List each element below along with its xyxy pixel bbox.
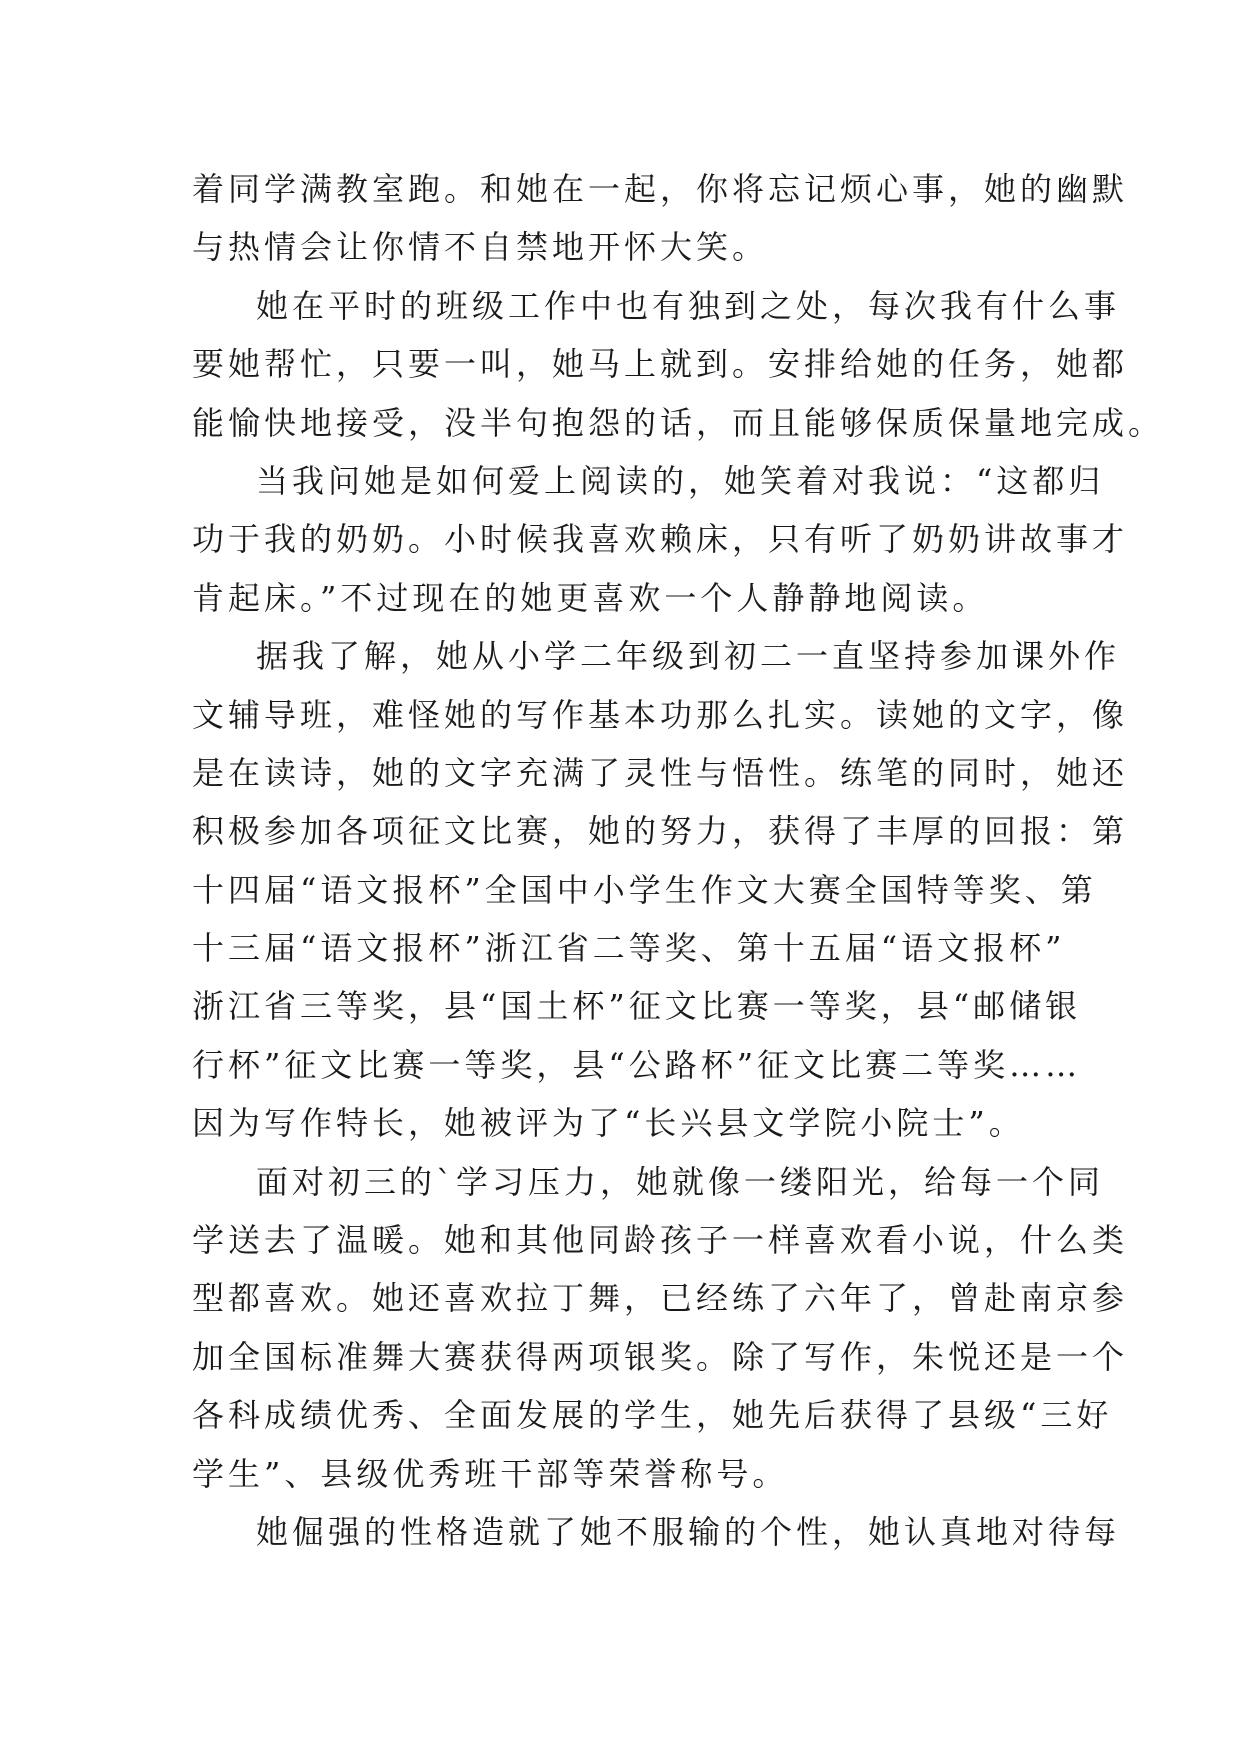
text-line: 能愉快地接受，没半句抱怨的话，而且能够保质保量地完成。: [192, 403, 1165, 442]
paragraph-first-line: 她倔强的性格造就了她不服输的个性，她认真地对待每: [256, 1512, 1121, 1551]
text-line: 各科成绩优秀、全面发展的学生，她先后获得了县级“三好: [192, 1396, 1113, 1435]
paragraph-first-line: 据我了解，她从小学二年级到初二一直坚持参加课外作: [256, 637, 1121, 676]
text-line: 行杯”征文比赛一等奖，县“公路杯”征文比赛二等奖……: [192, 1045, 1082, 1084]
text-line: 学生”、县级优秀班干部等荣誉称号。: [192, 1454, 789, 1493]
text-line: 是在读诗，她的文字充满了灵性与悟性。练笔的同时，她还: [192, 753, 1129, 792]
text-line: 学送去了温暖。她和其他同龄孩子一样喜欢看小说，什么类: [192, 1221, 1129, 1260]
paragraph-first-line: 面对初三的`学习压力，她就像一缕阳光，给每一个同: [256, 1162, 1105, 1201]
paragraph-first-line: 她在平时的班级工作中也有独到之处，每次我有什么事: [256, 286, 1121, 325]
document-body: [192, 160, 1165, 1561]
text-line: 型都喜欢。她还喜欢拉丁舞，已经练了六年了，曾赴南京参: [192, 1279, 1129, 1318]
text-line: 与热情会让你情不自禁地开怀大笑。: [192, 228, 769, 267]
text-line: 积极参加各项征文比赛，她的努力，获得了丰厚的回报：第: [192, 812, 1129, 851]
text-line: 肯起床。”不过现在的她更喜欢一个人静静地阅读。: [192, 578, 989, 617]
text-line: 浙江省三等奖，县“国土杯”征文比赛一等奖，县“邮储银: [192, 987, 1082, 1026]
text-line: 文辅导班，难怪她的写作基本功那么扎实。读她的文字，像: [192, 695, 1129, 734]
paragraph-first-line: 当我问她是如何爱上阅读的，她笑着对我说：“这都归: [256, 461, 1105, 500]
text-line: 因为写作特长，她被评为了“长兴县文学院小院士”。: [192, 1104, 1025, 1143]
text-line: 着同学满教室跑。和她在一起，你将忘记烦心事，她的幽默: [192, 170, 1129, 208]
text-line: 加全国标准舞大赛获得两项银奖。除了写作，朱悦还是一个: [192, 1337, 1129, 1376]
text-line: 功于我的奶奶。小时候我喜欢赖床，只有听了奶奶讲故事才: [192, 520, 1129, 559]
text-line: 十三届“语文报杯”浙江省二等奖、第十五届“语文报杯”: [192, 929, 1066, 968]
text-line: 要她帮忙，只要一叫，她马上就到。安排给她的任务，她都: [192, 345, 1129, 384]
text-line: 十四届“语文报杯”全国中小学生作文大赛全国特等奖、第: [192, 870, 1097, 909]
